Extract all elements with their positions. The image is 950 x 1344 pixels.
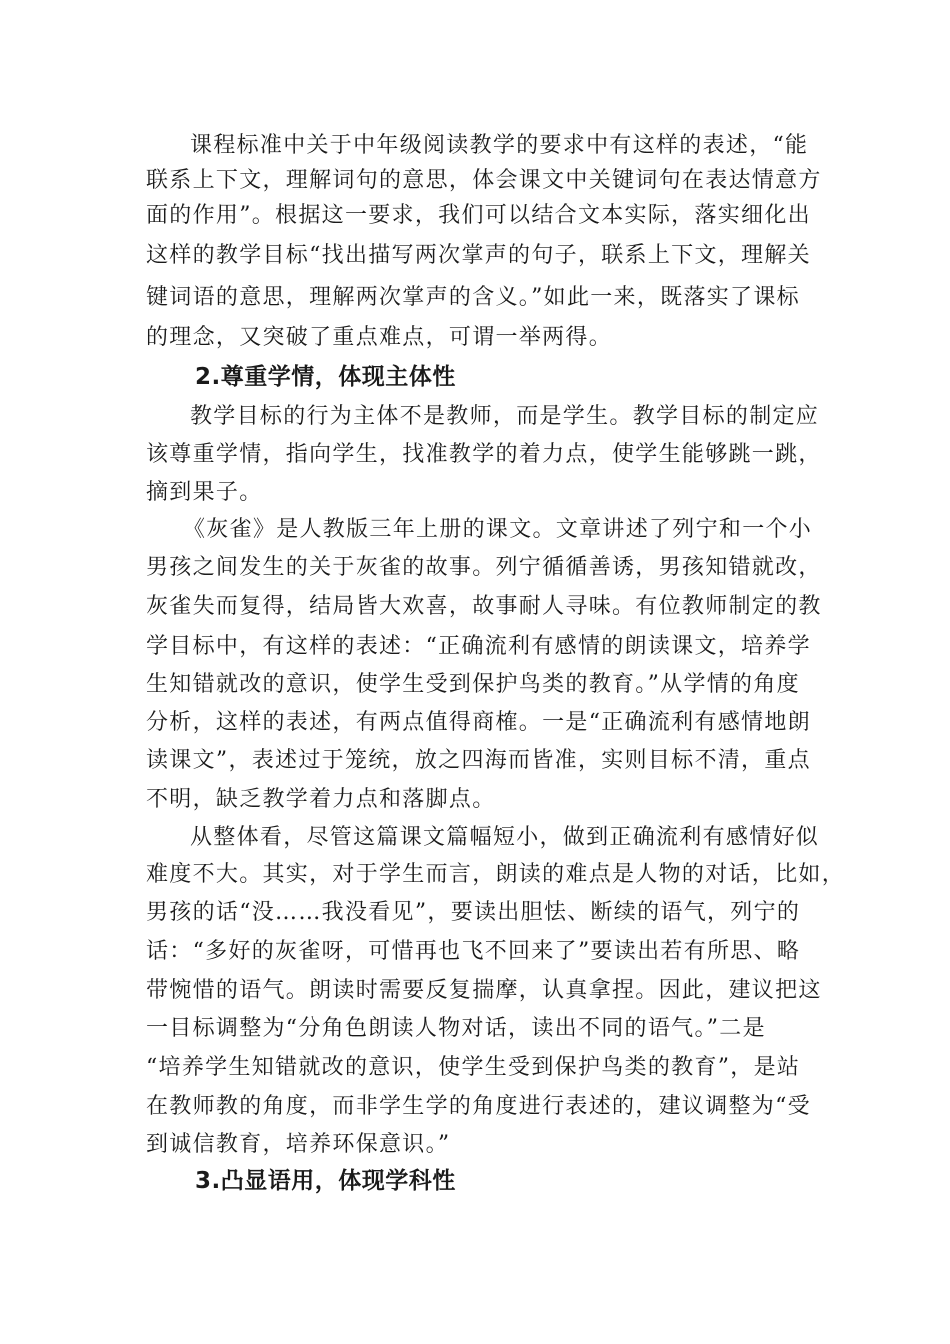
paragraph-line: 灰雀失而复得，结局皆大欢喜，故事耐人寻味。有位教师制定的教 <box>146 594 822 619</box>
paragraph-line: 到诚信教育，培养环保意识。” <box>146 1132 451 1157</box>
paragraph-line: 摘到果子。 <box>146 480 263 505</box>
section-heading: 2.尊重学情，体现主体性 <box>195 364 456 390</box>
paragraph-line: 在教师教的角度，而非学生学的角度进行表述的，建议调整为“受 <box>146 1094 811 1119</box>
paragraph-line: 《灰雀》是人教版三年上册的课文。文章讲述了列宁和一个小 <box>183 517 813 542</box>
paragraph-line: 不明，缺乏教学着力点和落脚点。 <box>146 787 496 812</box>
paragraph-line: 一目标调整为“分角色朗读人物对话，读出不同的语气。”二是 <box>146 1016 766 1041</box>
paragraph-line: 教学目标的行为主体不是教师，而是学生。教学目标的制定应 <box>190 404 820 429</box>
paragraph-line: 面的作用”。根据这一要求，我们可以结合文本实际，落实细化出 <box>146 203 811 228</box>
paragraph-line: 生知错就改的意识，使学生受到保护鸟类的教育。”从学情的角度 <box>146 672 800 697</box>
paragraph-line: 的理念，又突破了重点难点，可谓一举两得。 <box>146 325 613 350</box>
paragraph-line: 难度不大。其实，对于学生而言，朗读的难点是人物的对话，比如， <box>146 862 846 887</box>
paragraph-line: 该尊重学情，指向学生，找准教学的着力点，使学生能够跳一跳， <box>146 442 822 467</box>
paragraph-line: 分析，这样的表述，有两点值得商榷。一是“正确流利有感情地朗 <box>146 710 811 735</box>
paragraph-line: 联系上下文，理解词句的意思，体会课文中关键词句在表达情意方 <box>146 168 822 193</box>
paragraph-line: 这样的教学目标“找出描写两次掌声的句子，联系上下文，理解关 <box>146 243 811 268</box>
paragraph-line: 学目标中，有这样的表述：“正确流利有感情的朗读课文，培养学 <box>146 634 811 659</box>
paragraph-line: 读课文”，表述过于笼统，放之四海而皆准，实则目标不清，重点 <box>146 748 811 773</box>
paragraph-line: 从整体看，尽管这篇课文篇幅短小，做到正确流利有感情好似 <box>190 825 820 850</box>
paragraph-line: 男孩的话“没……我没看见”，要读出胆怯、断续的语气，列宁的 <box>146 900 801 925</box>
paragraph-line: “培养学生知错就改的意识，使学生受到保护鸟类的教育”，是站 <box>146 1055 801 1080</box>
paragraph-line: 带惋惜的语气。朗读时需要反复揣摩，认真拿捏。因此，建议把这 <box>146 978 822 1003</box>
section-heading: 3.凸显语用，体现学科性 <box>195 1168 456 1194</box>
paragraph-line: 话：“多好的灰雀呀，可惜再也飞不回来了”要读出若有所思、略 <box>146 939 801 964</box>
paragraph-line: 键词语的意思，理解两次掌声的含义。”如此一来，既落实了课标 <box>146 285 800 310</box>
paragraph-line: 课程标准中关于中年级阅读教学的要求中有这样的表述，“能 <box>190 133 809 158</box>
paragraph-line: 男孩之间发生的关于灰雀的故事。列宁循循善诱，男孩知错就改， <box>146 555 822 580</box>
